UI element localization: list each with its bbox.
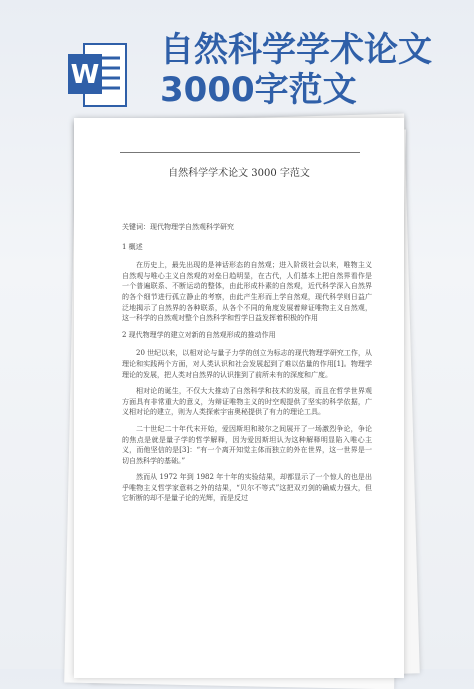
banner-title	[160, 30, 460, 110]
header-rule	[120, 152, 360, 153]
keywords: 关键词：现代物理学自然观科学研究	[122, 223, 234, 231]
banner-title-line2: 3000字范文	[160, 70, 357, 110]
paragraph-3: 相对论的诞生，不仅大大推动了自然科学和技术的发展，而且在哲学世界观方面具有非常重大的意义，为辩证唯物主义的时空观提供了坚实的科学依据，广义相对论的建立，则为人类探索宇宙奥秘提供了有力的理论工具。	[122, 387, 372, 417]
paragraph-2: 20 世纪以来，以相对论与量子力学的创立为标志的现代物理学研究工作，从理论和实践两个方面，对人类认识和社会发展起到了难以估量的作用[1]。物理学理论的发展，把人类对自然界的认识推到了前所未有的深度和广度。	[122, 349, 372, 379]
paragraph-1: 在历史上，最先出现的是神话形态的自然观；进入阶级社会以来，唯物主义自然观与唯心主义自然观的对垒日趋明显，在古代，人们基本上把自然界看作是一个普遍联系、不断运动的整体，由此形成朴素的自然观，近代科学深入自然界的各个细节进行孤立静止的考察，由此产生形而上学自然观，现代科学则日益广泛地揭示了自然界的各种联系，从各个不同的角度发展着辩证唯物主义自然观，这一科学的自然观对整个自然科学和哲学日益发挥着积极的作用	[122, 261, 372, 323]
document-page	[74, 118, 404, 678]
document-body	[122, 222, 372, 510]
document-title: 自然科学学术论文 3000 字范文	[168, 168, 310, 179]
svg-text:W: W	[70, 60, 100, 90]
banner	[0, 0, 474, 120]
section-heading-2: 2 现代物理学的建立对新的自然观形成的推动作用	[122, 330, 276, 339]
banner-title-line1: 自然科学学术论文	[160, 30, 432, 70]
section-heading-1: 1 概述	[122, 242, 143, 251]
paragraph-5: 然而从 1972 年到 1982 年十年的实验结果，却都显示了一个惊人的也是出乎唯物主义哲学家意料之外的结果，“贝尔不等式”这把双刃剑的确威力强大，但它斩断的却不是量子论的光辉，而是反过	[122, 473, 372, 503]
word-document-icon	[66, 40, 128, 110]
paragraph-4: 二十世纪二十年代末开始，爱因斯坦和玻尔之间展开了一场激烈争论，争论的焦点是就是量子学的哲学解释，因为爱因斯坦认为这种解释明显陷入唯心主义，而他坚信的是[3]：“有一个离开知觉主体而独立的外在世界，这一世界是一切自然科学的基础。”	[122, 424, 372, 465]
